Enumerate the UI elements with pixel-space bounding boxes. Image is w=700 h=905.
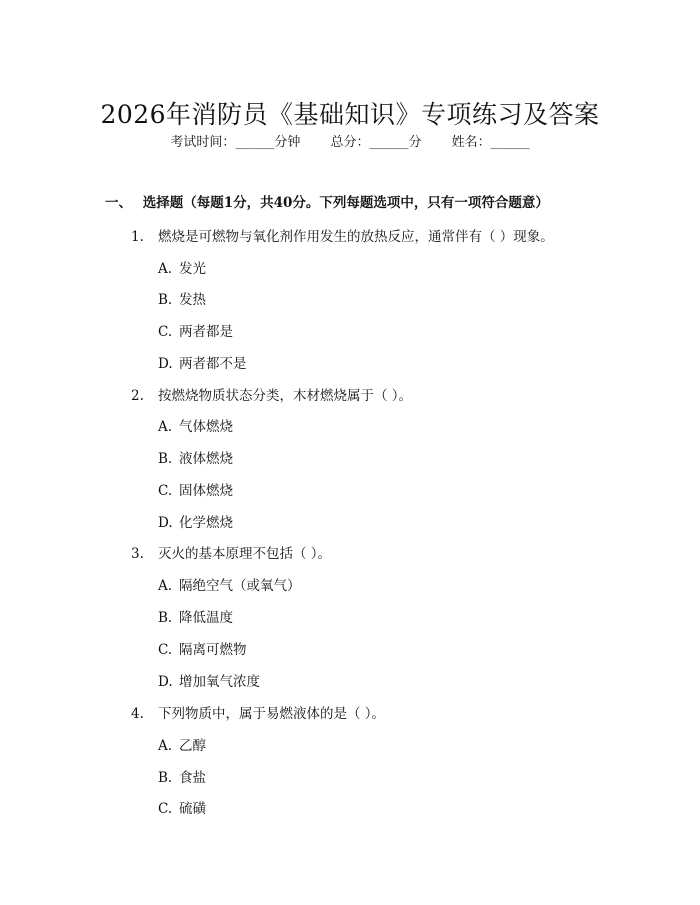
option — [158, 352, 247, 372]
option — [158, 511, 233, 531]
option-text: 固体燃烧 — [179, 483, 233, 499]
exam-time-field: 考试时间：______分钟 — [170, 135, 301, 150]
question-number: 4. — [131, 706, 144, 722]
option-letter: A. — [158, 261, 173, 277]
question-text: 下列物质中，属于易燃液体的是（ ）。 — [158, 706, 386, 722]
question — [131, 384, 412, 404]
question — [131, 542, 331, 562]
question-number: 2. — [131, 388, 144, 404]
option — [158, 574, 301, 594]
option — [158, 797, 206, 817]
option-text: 隔离可燃物 — [179, 642, 247, 658]
question — [131, 702, 385, 722]
option-letter: C. — [158, 801, 173, 817]
option — [158, 257, 206, 277]
option — [158, 606, 233, 626]
question-number: 1. — [131, 229, 144, 245]
name-field: 姓名：______ — [451, 135, 530, 150]
option — [158, 320, 233, 340]
option-text: 降低温度 — [179, 610, 233, 626]
option-letter: B. — [158, 610, 173, 626]
option — [158, 479, 233, 499]
section-title: 选择题（每题1分，共40分。下列每题选项中，只有一项符合题意） — [142, 195, 549, 211]
option — [158, 638, 247, 658]
section-number: 一、 — [105, 195, 132, 211]
option-text: 硫磺 — [179, 801, 206, 817]
option — [158, 670, 260, 690]
option-letter: C. — [158, 324, 173, 340]
option-text: 两者都不是 — [179, 356, 247, 372]
question-text: 按燃烧物质状态分类，木材燃烧属于（ ）。 — [158, 388, 413, 404]
option-letter: B. — [158, 451, 173, 467]
question-number: 3. — [131, 546, 144, 562]
option-letter: B. — [158, 770, 173, 786]
option — [158, 288, 206, 308]
option-text: 增加氧气浓度 — [179, 674, 260, 690]
option-text: 乙醇 — [179, 738, 206, 754]
total-score-field: 总分：______分 — [330, 135, 422, 150]
option-text: 发光 — [179, 261, 206, 277]
option — [158, 734, 206, 754]
page-title: 2026年消防员《基础知识》专项练习及答案 — [100, 99, 600, 129]
exam-info-line — [0, 131, 700, 150]
question-text: 燃烧是可燃物与氧化剂作用发生的放热反应，通常伴有（ ）现象。 — [158, 229, 554, 245]
option-text: 隔绝空气（或氧气） — [179, 578, 301, 594]
option-letter: C. — [158, 483, 173, 499]
option — [158, 447, 233, 467]
option-letter: B. — [158, 292, 173, 308]
question — [131, 225, 554, 245]
option-letter: A. — [158, 738, 173, 754]
option — [158, 766, 206, 786]
option-text: 气体燃烧 — [179, 419, 233, 435]
option-letter: A. — [158, 578, 173, 594]
question-text: 灭火的基本原理不包括（ ）。 — [158, 546, 332, 562]
option-letter: A. — [158, 419, 173, 435]
option-text: 食盐 — [179, 770, 206, 786]
option — [158, 415, 233, 435]
option-text: 两者都是 — [179, 324, 233, 340]
option-text: 发热 — [179, 292, 206, 308]
section-heading — [105, 191, 549, 211]
option-text: 化学燃烧 — [179, 515, 233, 531]
option-letter: D. — [158, 356, 173, 372]
option-letter: D. — [158, 515, 173, 531]
option-letter: C. — [158, 642, 173, 658]
option-letter: D. — [158, 674, 173, 690]
option-text: 液体燃烧 — [179, 451, 233, 467]
